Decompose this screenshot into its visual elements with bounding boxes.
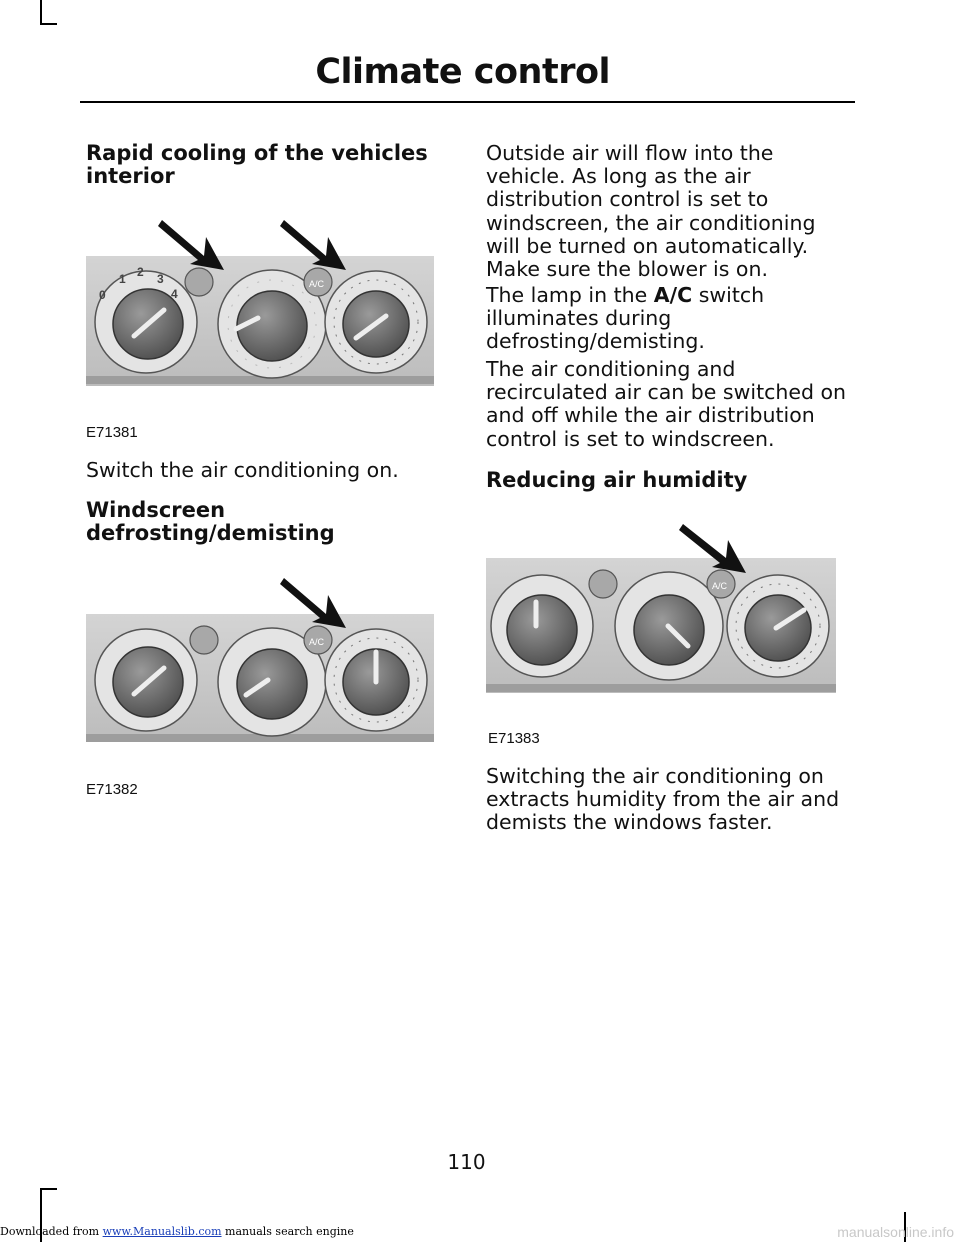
crop-mark bbox=[40, 23, 57, 25]
svg-text:A/C: A/C bbox=[309, 279, 325, 289]
watermark-text: manualsonline.info bbox=[837, 1224, 954, 1240]
footer-suffix: manuals search engine bbox=[221, 1225, 354, 1238]
crop-mark bbox=[40, 1188, 57, 1190]
svg-text:2: 2 bbox=[137, 265, 144, 279]
section-heading: Rapid cooling of the vehicles interior bbox=[86, 141, 428, 188]
figure-code: E71381 bbox=[86, 424, 138, 441]
paragraph-text: The lamp in the bbox=[486, 283, 654, 307]
figure-code: E71382 bbox=[86, 781, 138, 798]
header-rule bbox=[80, 101, 855, 103]
crop-mark bbox=[40, 0, 42, 24]
paragraph: Switch the air conditioning on. bbox=[86, 458, 399, 482]
svg-text:A/C: A/C bbox=[309, 637, 325, 647]
svg-text:3: 3 bbox=[157, 272, 164, 286]
figure-climate-panel-2 bbox=[86, 570, 436, 745]
section-heading: Windscreen defrosting/demisting bbox=[86, 498, 335, 545]
page-title: Climate control bbox=[315, 52, 610, 92]
paragraph: Outside air will flow into the vehicle. As long as the air distribution control is set to windscreen, the air conditioning will be turned on automatically. Make sure the blower is on. bbox=[486, 141, 816, 282]
download-footer bbox=[0, 1225, 354, 1238]
ac-label: A/C bbox=[653, 283, 693, 307]
paragraph bbox=[486, 284, 786, 354]
footer-link[interactable]: www.Manualslib.com bbox=[102, 1225, 222, 1238]
figure-climate-panel-3 bbox=[486, 518, 838, 698]
figure-climate-panel-1 bbox=[86, 212, 436, 392]
paragraph: Switching the air conditioning on extracts humidity from the air and demists the windows faster. bbox=[486, 764, 840, 835]
svg-text:A/C: A/C bbox=[712, 581, 728, 591]
paragraph: The air conditioning and recirculated air can be switched on and off while the air distribution control is set to windscreen. bbox=[486, 357, 847, 451]
section-heading: Reducing air humidity bbox=[486, 468, 748, 492]
figure-code: E71383 bbox=[488, 730, 540, 747]
paragraph-text: switch illuminates during defrosting/demisting. bbox=[486, 283, 765, 354]
svg-text:4: 4 bbox=[171, 287, 178, 301]
page-number: 110 bbox=[447, 1150, 486, 1174]
svg-text:0: 0 bbox=[99, 288, 106, 302]
footer-prefix: Downloaded from bbox=[0, 1225, 103, 1238]
svg-text:1: 1 bbox=[119, 272, 126, 286]
